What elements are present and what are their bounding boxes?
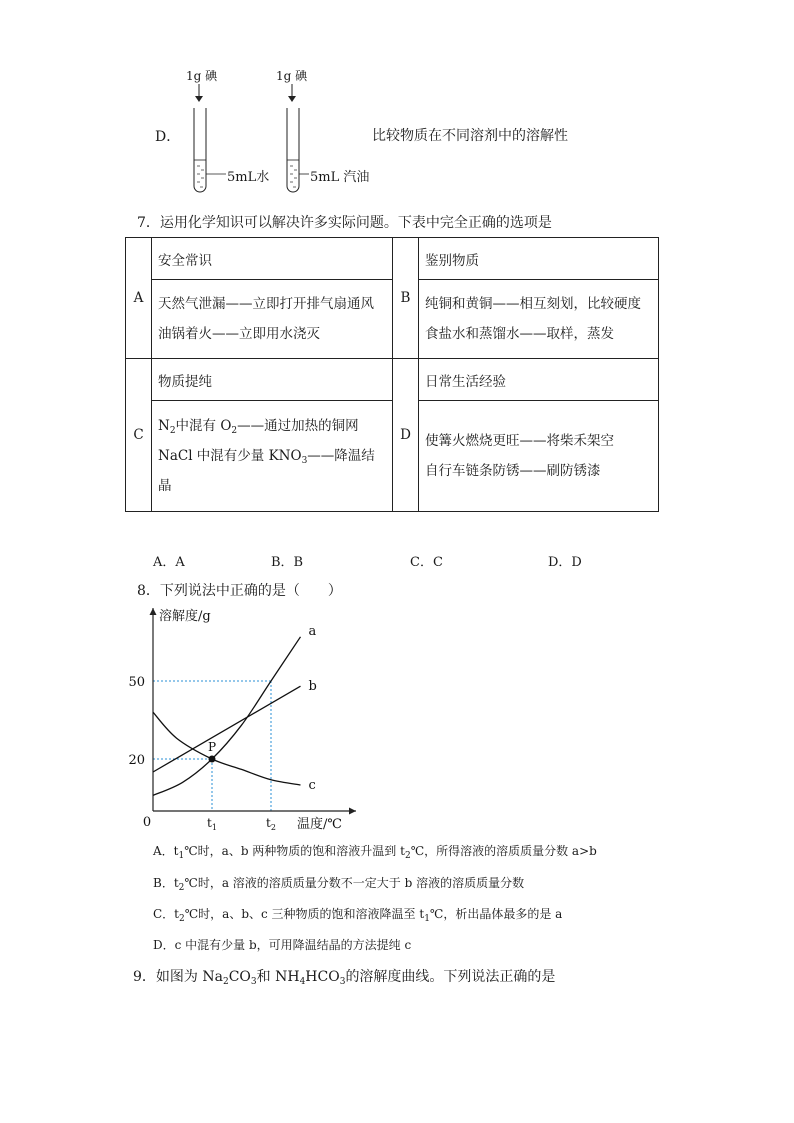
q8-option-b[interactable]: B．$t_2℃$时，a 溶液的溶质质量分数不一定大于 b 溶液的溶质质量分数 (153, 876, 525, 893)
test-tube-gasoline (287, 108, 309, 192)
series-b-curve (153, 686, 301, 772)
cell-d-content (419, 401, 659, 512)
cell-b-line2: 食盐水和蒸馏水——取样，蒸发 (425, 326, 614, 342)
tube1-bottom-label: 5mL水 (227, 170, 270, 185)
cell-c-line2: NaCl 中混有少量 $KNO_3——$降温结 (158, 448, 375, 466)
cell-a-line2: 油锅着火——立即用水浇灭 (158, 326, 320, 342)
cell-d-title: 日常生活经验 (419, 359, 659, 401)
y-tick-label-20: 20 (128, 753, 145, 768)
cell-c-title: 物质提纯 (152, 359, 393, 401)
series-c-label: c (308, 778, 316, 793)
q8-option-d[interactable]: D．c 中混有少量 b，可用降温结晶的方法提纯 c (153, 938, 412, 952)
tube2-label: 1g 碘 (276, 69, 308, 83)
q7-stem: 7．运用化学知识可以解决许多实际问题。下表中完全正确的选项是 (137, 215, 552, 231)
answer-option-d[interactable]: D．D (548, 555, 582, 570)
tube1-label: 1g 碘 (186, 69, 218, 83)
cell-a-line1: 天然气泄漏——立即打开排气扇通风 (158, 296, 374, 312)
intersection-label: P (208, 740, 217, 754)
series-a-curve (153, 637, 301, 796)
answer-option-b[interactable]: B．B (271, 555, 304, 570)
q7-table (125, 237, 659, 512)
x-tick-label-t2: $t_2$ (266, 816, 276, 832)
series-b-label: b (308, 679, 317, 695)
origin-label: 0 (142, 815, 152, 830)
cell-label-c: C (126, 359, 152, 512)
cell-label-d: D (393, 359, 419, 512)
q9-stem: 9．如图为 $Na_2CO_3$和 $NH_4HCO_3$的溶解度曲线。下列说法正确的是 (133, 969, 556, 987)
answer-option-a[interactable]: A．A (153, 555, 185, 570)
cell-c-content (152, 401, 393, 512)
cell-a-content (152, 280, 393, 359)
cell-c-line3: 晶 (158, 478, 172, 494)
solubility-chart (120, 600, 360, 840)
cell-b-line1: 纯铜和黄铜——相互刻划，比较硬度 (425, 296, 641, 312)
y-axis-title: 溶解度/g (159, 609, 211, 624)
cell-d-line1: 使篝火燃烧更旺——将柴禾架空 (425, 433, 614, 449)
intersection-point (209, 756, 216, 763)
tube2-bottom-label: 5mL 汽油 (310, 170, 370, 185)
x-tick-label-t1: $t_1$ (207, 816, 217, 832)
x-axis-title: 温度/℃ (297, 817, 342, 832)
cell-label-b: B (393, 238, 419, 359)
q8-option-c[interactable]: C．$t_2℃$时，a、b、c 三种物质的饱和溶液降温至 $t_1℃$，析出晶体最多的是 a (153, 907, 563, 924)
cell-a-title: 安全常识 (152, 238, 393, 280)
q8-option-a[interactable]: A．$t_1℃$时，a、b 两种物质的饱和溶液升温到 $t_2℃$，所得溶液的溶质质量分数 a>b (153, 844, 597, 861)
cell-c-line1: $N_2$中混有 $O_2——$通过加热的铜网 (158, 418, 359, 436)
test-tube-water (194, 108, 226, 192)
arrow-down-icon (288, 84, 296, 102)
q6d-option-label: D． (155, 129, 181, 145)
series-c-curve (153, 712, 301, 785)
answer-option-c[interactable]: C．C (410, 555, 443, 570)
q6d-description: 比较物质在不同溶剂中的溶解性 (372, 128, 568, 144)
cell-b-title: 鉴别物质 (419, 238, 659, 280)
cell-b-content (419, 280, 659, 359)
series-a-label: a (308, 623, 317, 639)
arrow-down-icon (195, 84, 203, 102)
cell-d-line2: 自行车链条防锈——刷防锈漆 (425, 463, 601, 479)
y-tick-label-50: 50 (128, 675, 145, 690)
cell-label-a: A (126, 238, 152, 359)
q8-stem: 8．下列说法中正确的是（ ） (137, 583, 342, 599)
